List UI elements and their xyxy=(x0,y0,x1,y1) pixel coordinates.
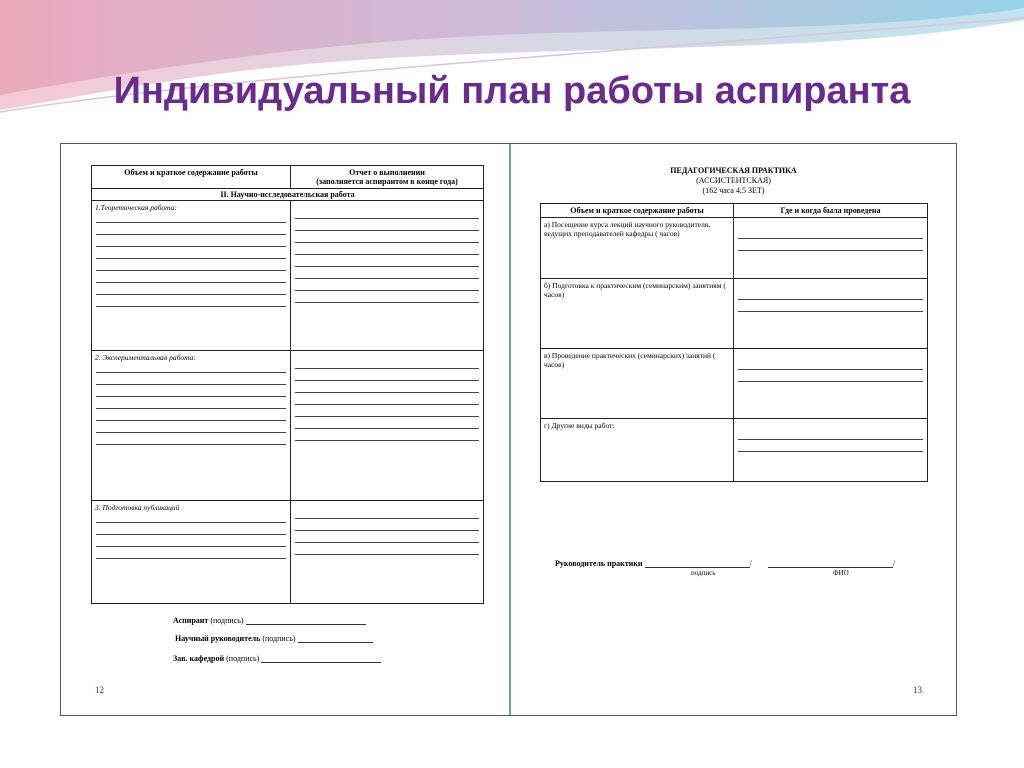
blank-line[interactable] xyxy=(96,270,286,271)
column-header-where: Где и когда была проведена xyxy=(734,204,928,218)
blank-line[interactable] xyxy=(738,381,923,382)
blank-line[interactable] xyxy=(295,302,479,303)
table-cell xyxy=(734,279,928,349)
fill-lines xyxy=(291,351,483,441)
blank-line[interactable] xyxy=(96,558,286,559)
column-header-content: Объем и краткое содержание работы xyxy=(92,166,291,189)
fill-lines xyxy=(291,501,483,555)
fill-lines xyxy=(734,218,927,251)
blank-line[interactable] xyxy=(295,266,479,267)
blank-line[interactable] xyxy=(295,554,479,555)
blank-line[interactable] xyxy=(96,444,286,445)
blank-line[interactable] xyxy=(738,299,923,300)
blank-line[interactable] xyxy=(738,311,923,312)
signature-line[interactable] xyxy=(246,624,366,625)
table-row xyxy=(541,279,928,349)
aspirant-suffix: (подпись) xyxy=(210,616,244,625)
section-title: II. Научно-исследовательская работа xyxy=(92,189,484,201)
head-suffix: (подпись) xyxy=(226,654,260,663)
table-row xyxy=(541,218,928,279)
right-page xyxy=(511,144,956,715)
table-cell xyxy=(92,351,291,501)
blank-line[interactable] xyxy=(96,534,286,535)
practice-table xyxy=(540,203,928,482)
table-cell xyxy=(92,501,291,604)
table-row xyxy=(92,351,484,501)
blank-line[interactable] xyxy=(738,451,923,452)
blank-line[interactable] xyxy=(96,522,286,523)
blank-line[interactable] xyxy=(96,282,286,283)
fill-lines xyxy=(734,279,927,312)
blank-line[interactable] xyxy=(295,404,479,405)
column-header-report-note: (заполняется аспирантом в конце года) xyxy=(316,177,458,186)
blank-line[interactable] xyxy=(96,546,286,547)
blank-line[interactable] xyxy=(96,372,286,373)
row-label: г) Другие виды работ: xyxy=(541,419,734,482)
slide-title: Индивидуальный план работы аспиранта xyxy=(113,70,911,112)
blank-line[interactable] xyxy=(295,518,479,519)
row-label: 3. Подготовка публикаций xyxy=(95,503,180,512)
table-cell xyxy=(291,351,484,501)
signature-line[interactable] xyxy=(298,642,373,643)
practice-heading-hours: (162 часа 4,5 ЗЕТ) xyxy=(702,186,765,195)
practice-supervisor-signature: Руководитель практики / / xyxy=(555,559,895,568)
fio-caption: ФИО xyxy=(833,569,849,577)
row-label: 2. Экспериментальная работа: xyxy=(95,353,196,362)
table-row xyxy=(92,501,484,604)
blank-line[interactable] xyxy=(96,420,286,421)
blank-line[interactable] xyxy=(738,250,923,251)
head-label: Зав. кафедрой xyxy=(173,654,225,663)
fio-line[interactable] xyxy=(768,567,893,568)
practice-heading-sub: (АССИСТЕНТСКАЯ) xyxy=(696,176,771,185)
row-label: б) Подготовка к практическим (семинарским) занятиям ( часов) xyxy=(541,279,734,349)
blank-line[interactable] xyxy=(295,428,479,429)
blank-line[interactable] xyxy=(96,408,286,409)
table-row xyxy=(541,349,928,419)
fill-lines xyxy=(291,201,483,303)
table-cell xyxy=(734,349,928,419)
blank-line[interactable] xyxy=(295,230,479,231)
blank-line[interactable] xyxy=(295,416,479,417)
blank-line[interactable] xyxy=(295,368,479,369)
page-number: 13 xyxy=(913,685,922,695)
table-cell xyxy=(92,201,291,351)
head-signature xyxy=(173,654,381,663)
blank-line[interactable] xyxy=(96,384,286,385)
blank-line[interactable] xyxy=(295,254,479,255)
row-label: 1.Теоретическая работа: xyxy=(95,203,177,212)
blank-line[interactable] xyxy=(96,234,286,235)
signature-caption: подпись xyxy=(691,569,716,577)
supervisor-label: Научный руководитель xyxy=(175,634,261,643)
fill-lines xyxy=(92,514,290,559)
practice-heading xyxy=(511,166,956,196)
practice-heading-title: ПЕДАГОГИЧЕСКАЯ ПРАКТИКА xyxy=(670,166,797,175)
table-cell xyxy=(734,419,928,482)
signature-line[interactable] xyxy=(261,662,381,663)
fill-lines xyxy=(734,419,927,452)
fill-lines xyxy=(92,364,290,445)
blank-line[interactable] xyxy=(295,218,479,219)
row-label: а) Посещение курса лекций научного руководителя, ведущих преподавателей кафедры ( часов) xyxy=(541,218,734,279)
table-row xyxy=(541,419,928,482)
blank-line[interactable] xyxy=(295,242,479,243)
table-cell xyxy=(291,201,484,351)
blank-line[interactable] xyxy=(295,542,479,543)
blank-line[interactable] xyxy=(295,530,479,531)
column-header-report-title: Отчет о выполнении xyxy=(349,168,425,177)
blank-line[interactable] xyxy=(96,294,286,295)
supervisor-signature xyxy=(175,634,373,643)
table-row xyxy=(92,201,484,351)
blank-line[interactable] xyxy=(96,306,286,307)
aspirant-label: Аспирант xyxy=(173,616,209,625)
blank-line[interactable] xyxy=(96,396,286,397)
blank-line[interactable] xyxy=(738,369,923,370)
research-work-table xyxy=(91,165,484,604)
blank-line[interactable] xyxy=(738,238,923,239)
left-page xyxy=(61,144,509,715)
aspirant-signature xyxy=(173,616,366,625)
page-number: 12 xyxy=(95,685,104,695)
row-label: в) Проведение практических (семинарских) занятий ( часов) xyxy=(541,349,734,419)
blank-line[interactable] xyxy=(295,380,479,381)
blank-line[interactable] xyxy=(96,222,286,223)
blank-line[interactable] xyxy=(295,440,479,441)
column-header-report xyxy=(291,166,484,189)
fill-lines xyxy=(92,214,290,307)
signature-line[interactable] xyxy=(645,567,750,568)
column-header-content: Объем и краткое содержание работы xyxy=(541,204,734,218)
blank-line[interactable] xyxy=(738,439,923,440)
fill-lines xyxy=(734,349,927,382)
blank-line[interactable] xyxy=(96,432,286,433)
table-cell xyxy=(734,218,928,279)
practice-supervisor-label: Руководитель практики xyxy=(555,559,643,568)
supervisor-suffix: (подпись) xyxy=(262,634,296,643)
blank-line[interactable] xyxy=(96,258,286,259)
table-cell xyxy=(291,501,484,604)
blank-line[interactable] xyxy=(295,392,479,393)
blank-line[interactable] xyxy=(295,290,479,291)
blank-line[interactable] xyxy=(295,278,479,279)
blank-line[interactable] xyxy=(96,246,286,247)
document-spread xyxy=(60,143,957,716)
